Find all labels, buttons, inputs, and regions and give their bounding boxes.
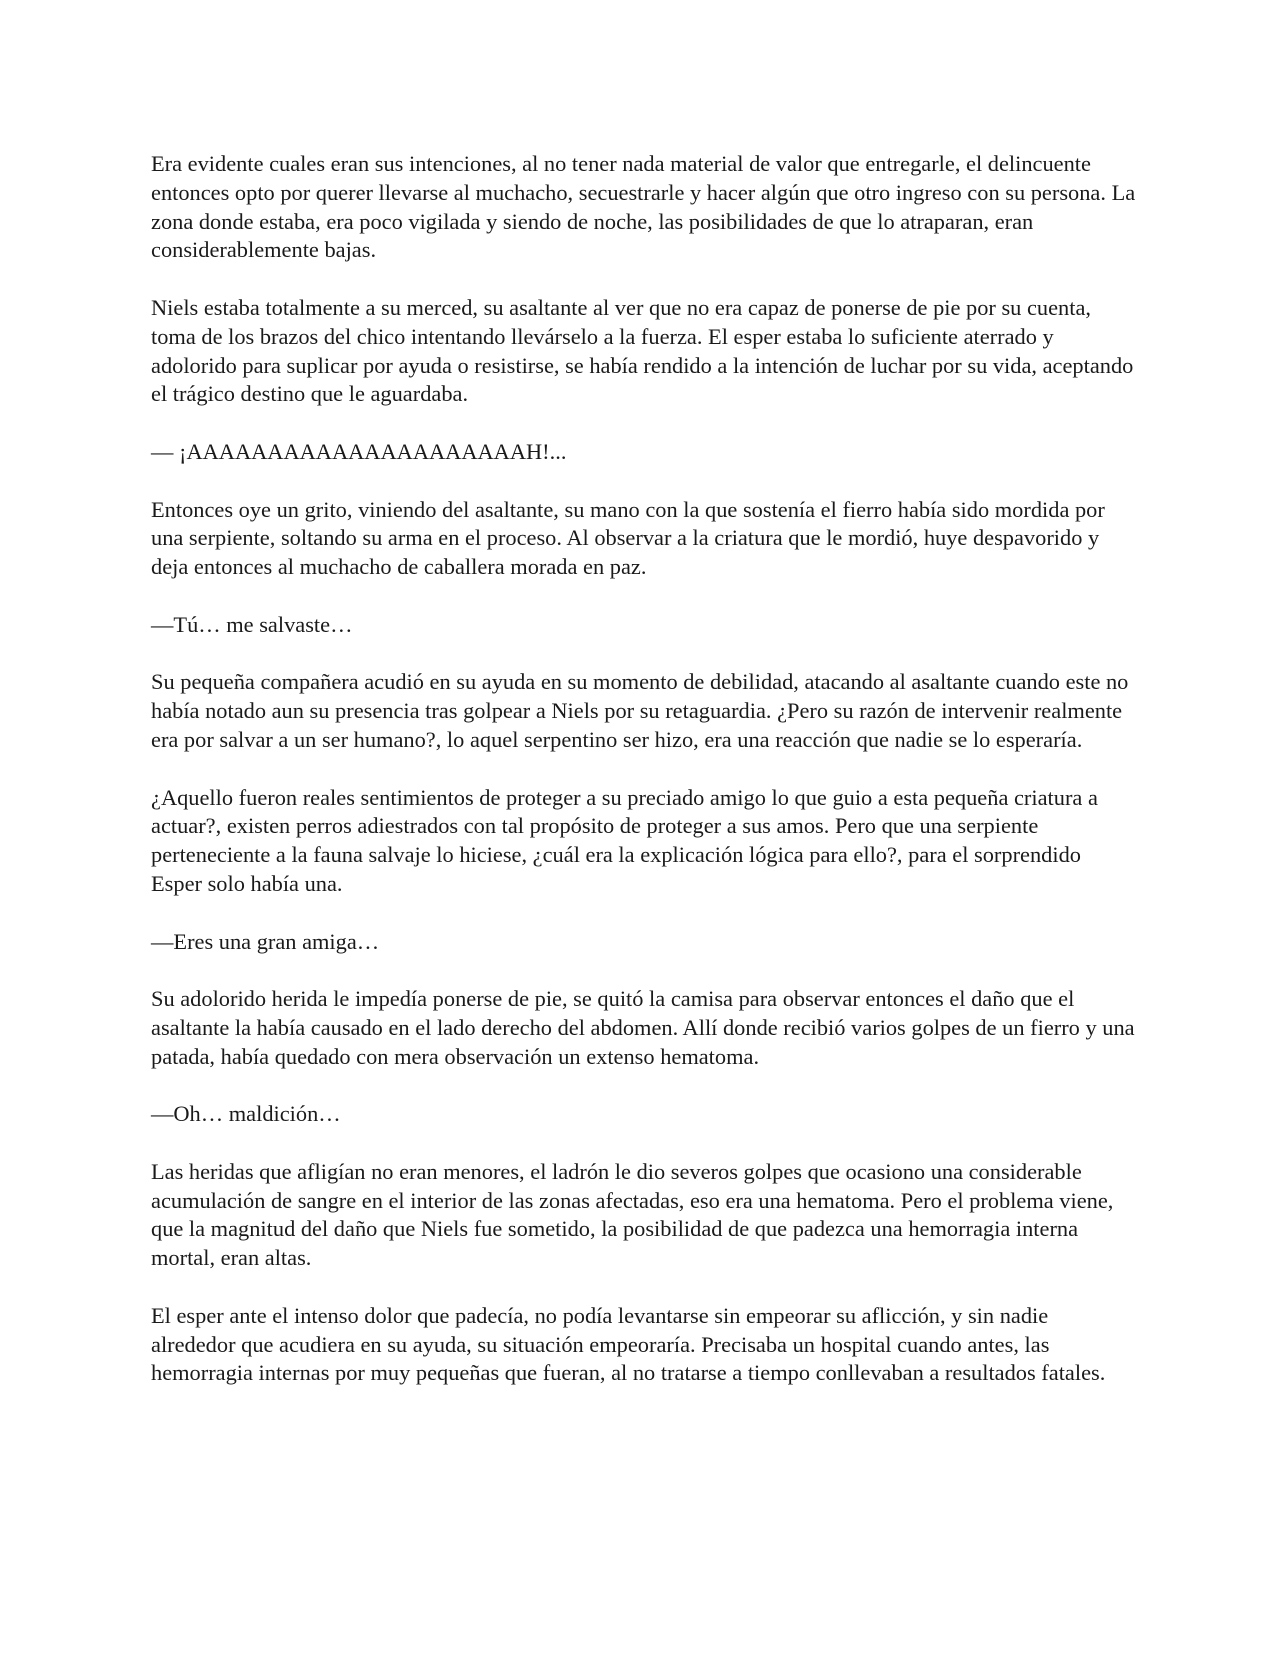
paragraph: El esper ante el intenso dolor que padecía, no podía levantarse sin empeorar su aflicción, y sin nadie alrededor que acudiera en su ayuda, su situación empeoraría. Precisaba un hospital cuando antes, las hemorragia internas por muy pequeñas que fueran, al no tratarse a tiempo conllevaban a resultados fatales. — [151, 1302, 1106, 1386]
dialogue-line: —Tú… me salvaste… — [151, 611, 353, 637]
dialogue-line: —Oh… maldición… — [151, 1101, 341, 1127]
paragraph: Niels estaba totalmente a su merced, su asaltante al ver que no era capaz de ponerse de pie por su cuenta, toma de los brazos del chico intentando llevárselo a la fuerza. El esper estaba lo suficiente aterrado y adolorido para suplicar por ayuda o resistirse, se había rendido a la intención de luchar por su vida, aceptando el trágico destino que le aguardaba. — [151, 294, 1134, 407]
paragraph: ¿Aquello fueron reales sentimientos de proteger a su preciado amigo lo que guio a esta pequeña criatura a actuar?, existen perros adiestrados con tal propósito de proteger a sus amos. Pero que una serpiente perteneciente a la fauna salvaje lo hiciese, ¿cuál era la explicación lógica para ello?, para el sorprendido Esper solo había una. — [151, 784, 1098, 896]
paragraph: Su adolorido herida le impedía ponerse de pie, se quitó la camisa para observar entonces el daño que el asaltante la había causado en el lado derecho del abdomen. Allí donde recibió varios golpes de un fierro y una patada, había quedado con mera observación un extenso hematoma. — [151, 986, 1135, 1069]
dialogue-line: — ¡AAAAAAAAAAAAAAAAAAAAAH!... — [151, 438, 567, 464]
dialogue-line: —Eres una gran amiga… — [151, 928, 380, 954]
paragraph: Era evidente cuales eran sus intenciones, al no tener nada material de valor que entregarle, el delincuente entonces opto por querer llevarse al muchacho, secuestrarle y hacer algún que otro ingreso con su persona. La zona donde estaba, era poco vigilada y siendo de noche, las posibilidades de que lo atraparan, eran considerablemente bajas. — [151, 151, 1136, 263]
paragraph: Entonces oye un grito, viniendo del asaltante, su mano con la que sostenía el fierro había sido mordida por una serpiente, soltando su arma en el proceso. Al observar a la criatura que le mordió, huye despavorido y deja entonces al muchacho de caballera morada en paz. — [151, 496, 1105, 580]
paragraph: Las heridas que afligían no eran menores, el ladrón le dio severos golpes que ocasiono una considerable acumulación de sangre en el interior de las zonas afectadas, eso era una hematoma. Pero el problema viene, que la magnitud del daño que Niels fue sometido, la posibilidad de que padezca una hemorragia interna mortal, eran altas. — [151, 1158, 1114, 1271]
paragraph: Su pequeña compañera acudió en su ayuda en su momento de debilidad, atacando al asaltante cuando este no había notado aun su presencia tras golpear a Niels por su retaguardia. ¿Pero su razón de intervenir realmente era por salvar a un ser humano?, lo aquel serpentino ser hizo, era una reacción que nadie se lo esperaría. — [151, 669, 1129, 752]
document-body — [151, 150, 1136, 1417]
